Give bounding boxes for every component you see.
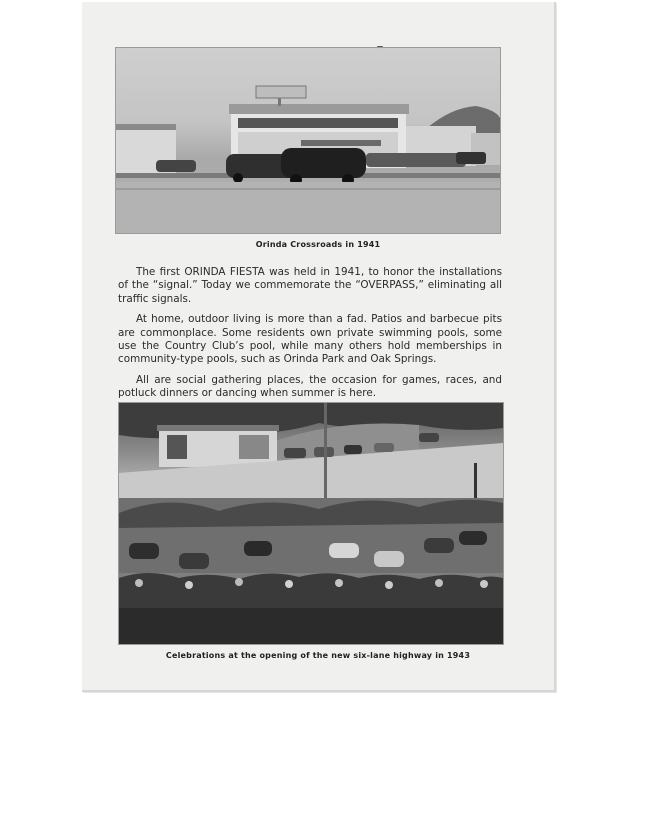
celebration-caption: Celebrations at the opening of the new six-lane highway in 1943: [165, 651, 471, 660]
body-text: [118, 266, 502, 408]
crossroads-photo-drawing: [116, 48, 500, 233]
paragraph-outdoor-living: At home, outdoor living is more than a fad. Patios and barbecue pits are commonplace. Some residents own private swimming pools, some use the Country Club’s pool, while many others hold memberships in community-type pools, such as Orinda Park and Oak Springs.: [118, 313, 502, 366]
paragraph-social: All are social gathering places, the occasion for games, races, and potluck dinners or dancing when summer is here.: [118, 373, 502, 400]
crossroads-photo: [115, 47, 501, 234]
crossroads-caption: Orinda Crossroads in 1941: [255, 240, 381, 249]
paragraph-fiesta: The first ORINDA FIESTA was held in 1941, to honor the installations of the “signal.” Today we commemorate the “OVERPASS,” eliminating all traffic signals.: [118, 266, 502, 305]
celebration-photo: [118, 402, 504, 645]
celebration-photo-drawing: [119, 403, 503, 644]
document-page: [82, 2, 556, 692]
